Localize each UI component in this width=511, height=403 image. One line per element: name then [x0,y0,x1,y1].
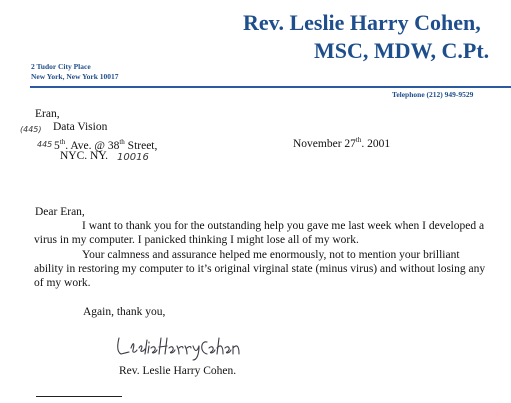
closing: Again, thank you, [83,306,166,318]
handwritten-signature [115,332,275,362]
recipient-company: Data Vision [53,121,108,133]
street-sup2: th [119,138,125,146]
handwritten-suite: 445 [37,140,53,149]
paragraph-2-text: Your calmness and assurance helped me enormously, not to mention your brilliant ability in restoring my computer to it’s original virginal state (minus virus) and without losing any of my work. [34,249,486,289]
typed-signature: Rev. Leslie Harry Cohen. [119,365,237,377]
street-sup: th [59,138,66,146]
footer-rule [36,396,122,397]
letter-date [293,134,390,151]
salutation: Dear Eran, [35,206,85,218]
letterhead-credentials: MSC, MDW, C.Pt. [314,38,490,63]
date-year: . 2001 [361,137,391,150]
letterhead-rule [30,86,511,88]
date-main: November 27 [293,137,356,150]
handwritten-zip: 10016 [117,152,149,163]
recipient-name: Eran, [35,108,60,120]
letterhead-telephone: Telephone (212) 949-9529 [392,90,474,99]
letterhead-address-line1: 2 Tudor City Place [31,62,91,71]
street-mid: . Ave. @ 38 [65,139,120,152]
date-sup: th [355,136,362,144]
handwritten-suite-circled: (445) [20,125,42,134]
paragraph-1 [34,219,488,247]
paragraph-2 [34,248,488,290]
street-end: Street, [124,139,158,152]
letterhead-name: Rev. Leslie Harry Cohen, [243,10,481,35]
recipient-city: NYC. NY. [60,150,109,162]
paragraph-1-text: I want to thank you for the outstanding help you gave me last week when I developed a virus in my computer. I panicked thinking I might lose all of my work. [34,220,485,246]
street-number: 5 [54,139,60,152]
letterhead-address-line2: New York, New York 10017 [31,72,119,81]
